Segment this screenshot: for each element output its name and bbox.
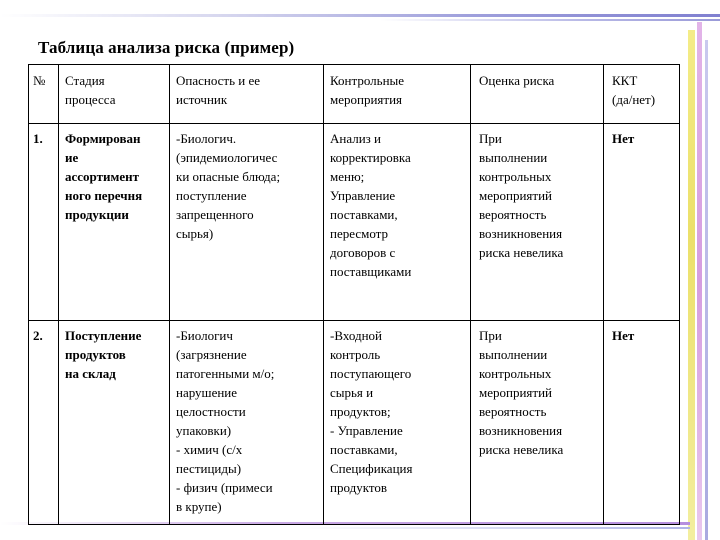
decorative-top-stripe	[0, 14, 720, 17]
row-control: Анализ и корректировка меню; Управление поставками, пересмотр договоров с поставщиками	[324, 124, 471, 321]
row-stage: Поступление продуктов на склад	[59, 321, 170, 525]
header-assessment: Оценка риска	[471, 65, 604, 124]
row-control: -Входной контроль поступающего сырья и продуктов; - Управление поставками, Спецификация продуктов	[324, 321, 471, 525]
risk-analysis-table	[28, 64, 680, 525]
table-row	[29, 124, 680, 321]
table-row	[29, 321, 680, 525]
row-assessment: При выполнении контрольных мероприятий вероятность возникновения риска невелика	[471, 321, 604, 525]
decorative-bottom-stripe-secondary	[300, 527, 690, 529]
header-num: №	[29, 65, 59, 124]
decorative-right-stripe-yellow	[688, 30, 695, 540]
row-num: 1.	[29, 124, 59, 321]
table-header-row	[29, 65, 680, 124]
row-hazard: -Биологич (загрязнение патогенными м/о; нарушение целостности упаковки) - химич (с/х пестициды) - физич (примеси в крупе)	[170, 321, 324, 525]
decorative-right-stripe-pink	[697, 22, 702, 540]
row-assessment: При выполнении контрольных мероприятий вероятность возникновения риска невелика	[471, 124, 604, 321]
decorative-right-stripe-blue	[705, 40, 708, 540]
slide-title: Таблица анализа риска (пример)	[38, 38, 295, 57]
row-stage: Формирован ие ассортимент ного перечня продукции	[59, 124, 170, 321]
header-kkt: ККТ (да/нет)	[604, 65, 680, 124]
row-kkt: Нет	[604, 124, 680, 321]
header-stage: Стадия процесса	[59, 65, 170, 124]
decorative-top-stripe-secondary	[380, 19, 720, 21]
header-hazard: Опасность и ее источник	[170, 65, 324, 124]
row-hazard: -Биологич. (эпидемиологичес ки опасные блюда; поступление запрещенного сырья)	[170, 124, 324, 321]
row-kkt: Нет	[604, 321, 680, 525]
header-control: Контрольные мероприятия	[324, 65, 471, 124]
row-num: 2.	[29, 321, 59, 525]
